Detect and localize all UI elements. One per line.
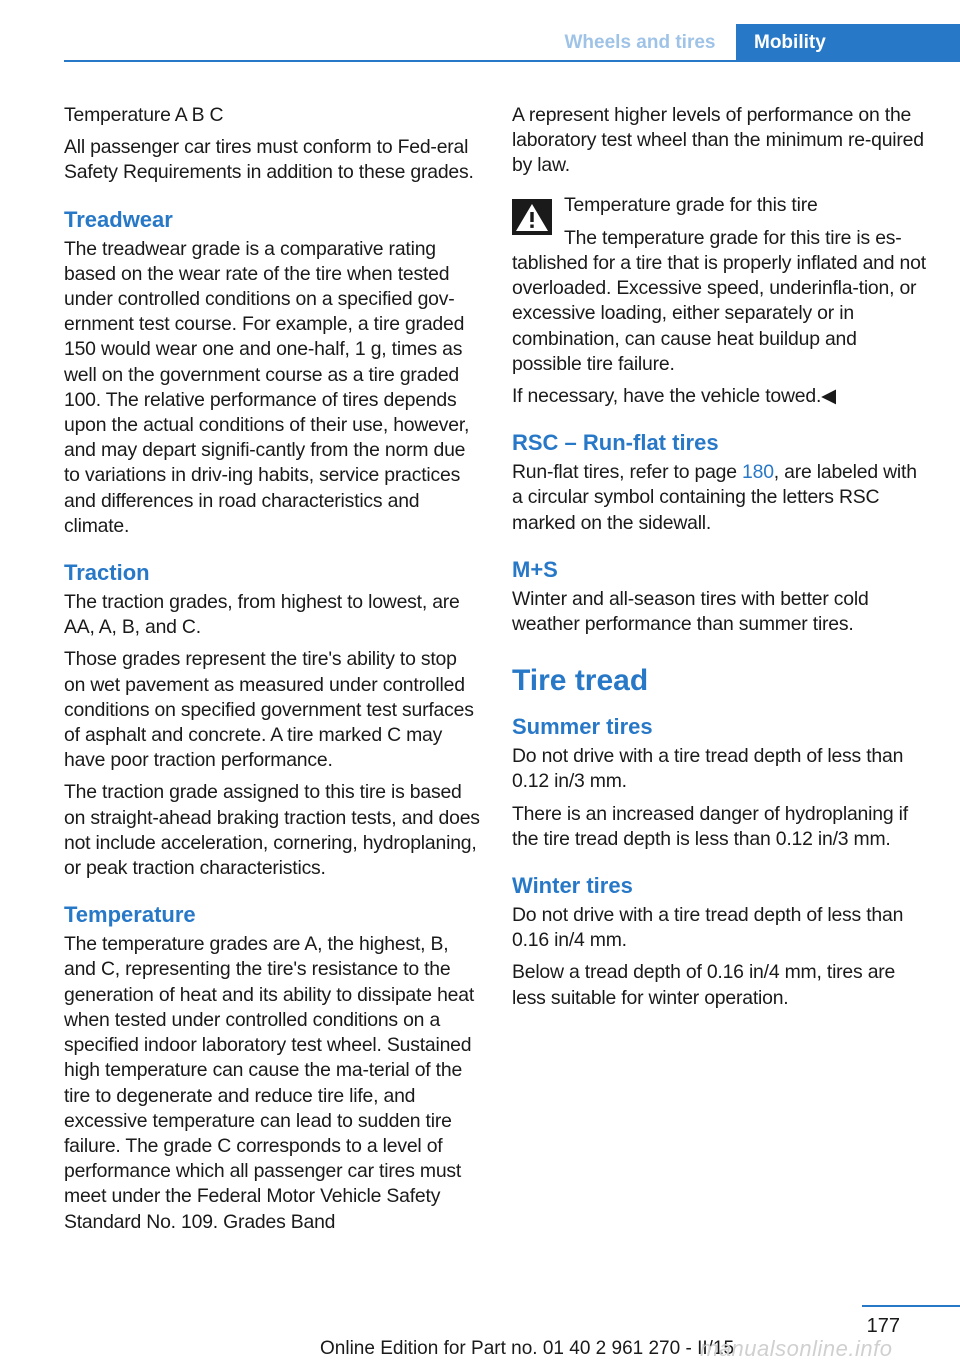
page-header: [0, 0, 960, 62]
temperature-heading: Temperature: [64, 902, 196, 928]
treadwear-text: The treadwear grade is a comparative rating based on the wear rate of the tire when tested under controlled conditions on a specified gov‐ernment test course. For example, a tire graded 150 would wear one and one-half, 1 g, times as well on the government course as a tire graded 100. The relative performance of tires depends upon the actual conditions of their use, however, and may depart signifi‐cantly from the norm due to variations in driv‐ing habits, service practices and differences in road characteristics and climate.: [64, 237, 470, 537]
summer-text-1: Do not drive with a tire tread depth of less than 0.12 in/3 mm.: [512, 745, 904, 793]
traction-heading: Traction: [64, 560, 150, 586]
towed-text: If necessary, have the vehicle towed.◀: [512, 385, 836, 408]
right-column: [512, 103, 928, 1018]
header-rule: [64, 60, 960, 62]
ms-heading: M+S: [512, 556, 558, 582]
rsc-text: [512, 460, 928, 536]
header-chapter-tab: Mobility: [736, 24, 960, 62]
header-section-title: Wheels and tires: [564, 32, 716, 53]
performance-continuation-text: A represent higher levels of performance on the laboratory test wheel than the minimum re‐quired by law.: [512, 104, 924, 177]
temperature-grades-line: Temperature A B C: [64, 104, 224, 126]
tire-tread-heading: Tire tread: [512, 664, 649, 698]
summer-text-2: There is an increased danger of hydroplaning if the tire tread depth is less than 0.12 in/3 mm.: [512, 802, 908, 850]
page-number: 177: [866, 1315, 900, 1337]
winter-tires-heading: Winter tires: [512, 873, 633, 899]
winter-text-2: Below a tread depth of 0.16 in/4 mm, tires are less suitable for winter operation.: [512, 961, 896, 1009]
treadwear-heading: Treadwear: [64, 206, 173, 232]
page-180-link[interactable]: 180: [742, 461, 774, 484]
safety-requirements-text: All passenger car tires must conform to Fed‐eral Safety Requirements in addition to these grades.: [64, 136, 474, 184]
rsc-text-before: Run-flat tires, refer to page: [512, 461, 743, 484]
traction-text-2: Those grades represent the tire's ability to stop on wet pavement as measured under controlled conditions on specified government test surfaces of asphalt and concrete. A tire marked C may have poor traction performance.: [64, 648, 474, 772]
footer-rule: [862, 1305, 960, 1307]
traction-text-3: The traction grade assigned to this tire is based on straight-ahead braking traction tests, and does not include acceleration, cornering, hydroplaning, or peak traction characteristics.: [64, 781, 480, 880]
warning-text: The temperature grade for this tire is es‐tablished for a tire that is properly inflated and not overloaded. Excessive speed, underinfla‐tion, or excessive loading, either separately or in combination, can cause heat buildup and possible tire failure.: [512, 226, 926, 375]
warning-block: [512, 193, 928, 377]
temperature-text: The temperature grades are A, the highest, B, and C, representing the tire's resistance to the generation of heat and its ability to dissipate heat when tested under controlled conditions on a specified indoor laboratory test wheel. Sustained high temperature can cause the ma‐terial of the tire to degenerate and reduce tire life, and excessive temperature can lead to sudden tire failure. The grade C corresponds to a level of performance which all passenger car tires must meet under the Federal Motor Vehicle Safety Standard No. 109. Grades Band: [64, 933, 475, 1233]
left-column: [64, 103, 480, 1242]
warning-title: Temperature grade for this tire: [564, 193, 818, 216]
traction-text-1: The traction grades, from highest to lowest, are AA, A, B, and C.: [64, 591, 460, 639]
winter-text-1: Do not drive with a tire tread depth of less than 0.16 in/4 mm.: [512, 904, 904, 952]
watermark: manualsonline.info: [700, 1336, 893, 1361]
ms-text: Winter and all-season tires with better cold weather performance than summer tires.: [512, 587, 869, 636]
edition-line: Online Edition for Part no. 01 40 2 961 270 - II/15: [320, 1338, 735, 1359]
summer-tires-heading: Summer tires: [512, 714, 653, 740]
rsc-heading: RSC – Run-flat tires: [512, 430, 719, 456]
warning-icon: [512, 199, 552, 235]
rsc-text-after: , are labeled with a circular symbol containing the letters RSC marked on the sidewall.: [512, 461, 917, 534]
